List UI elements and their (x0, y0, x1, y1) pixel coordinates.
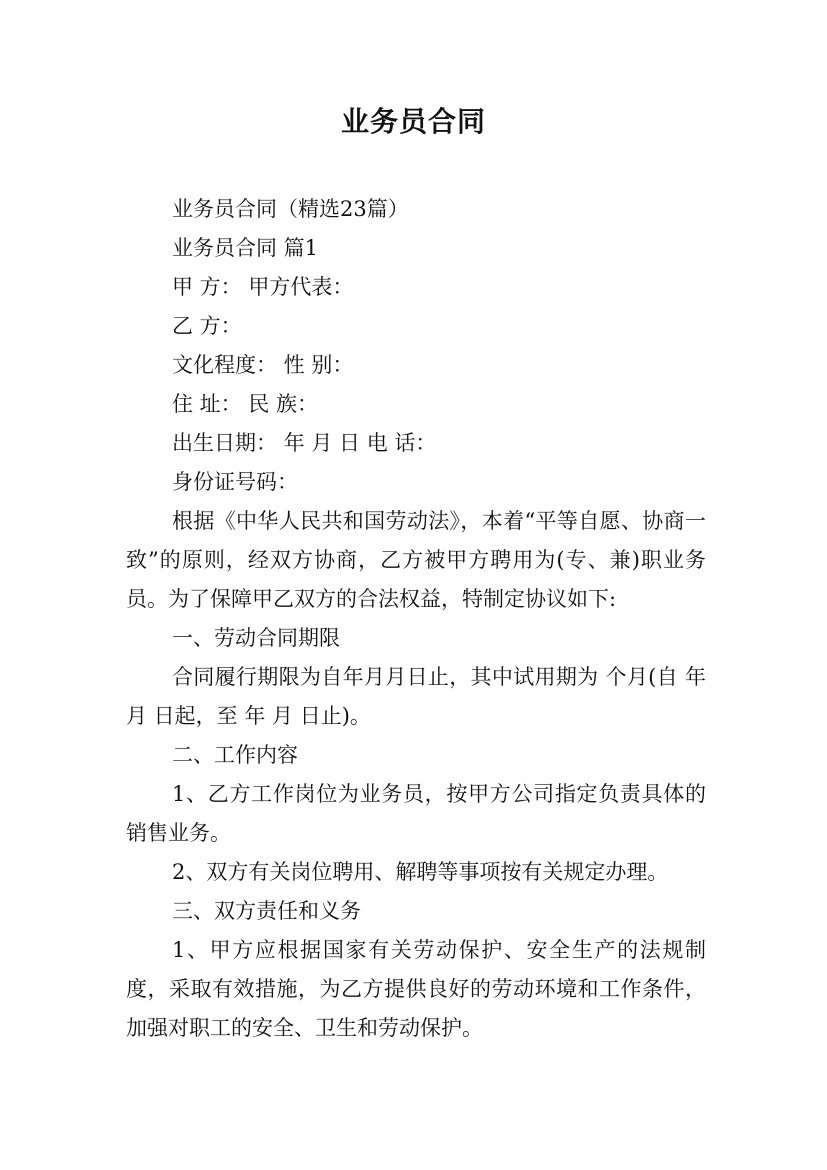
document-subtitle: 业务员合同（精选23篇） (172, 197, 409, 221)
section3-item1: 1、甲方应根据国家有关劳动保护、安全生产的法规制度，采取有效措施，为乙方提供良好的劳动环境和工作条件，加强对职工的安全、卫生和劳动保护。 (126, 938, 706, 1040)
section2-item2: 2、双方有关岗位聘用、解聘等事项按有关规定办理。 (172, 860, 669, 884)
party-b-line: 乙 方： (172, 314, 242, 338)
education-gender-line: 文化程度： 性 别： (172, 353, 354, 377)
section1-body: 合同履行期限为自年月月日止，其中试用期为 个月(自 年 月 日起，至 年 月 日止)。 (126, 665, 706, 728)
document-title: 业务员合同 (340, 105, 486, 138)
section2-heading: 二、工作内容 (172, 743, 298, 767)
section2-item1: 1、乙方工作岗位为业务员，按甲方公司指定负责具体的销售业务。 (126, 782, 706, 845)
document-body (126, 190, 706, 1048)
section3-heading: 三、双方责任和义务 (172, 899, 361, 923)
birth-phone-line: 出生日期： 年 月 日 电 话： (172, 431, 437, 455)
party-a-line: 甲 方： 甲方代表： (172, 275, 354, 299)
intro-paragraph: 根据《中华人民共和国劳动法》，本着“平等自愿、协商一致”的原则，经双方协商，乙方被甲方聘用为(专、兼)职业务员。为了保障甲乙双方的合法权益，特制定协议如下: (126, 509, 706, 611)
article-heading: 业务员合同 篇1 (172, 236, 319, 260)
section1-heading: 一、劳动合同期限 (172, 626, 340, 650)
id-number-line: 身份证号码： (172, 470, 298, 494)
address-ethnicity-line: 住 址： 民 族： (172, 392, 319, 416)
